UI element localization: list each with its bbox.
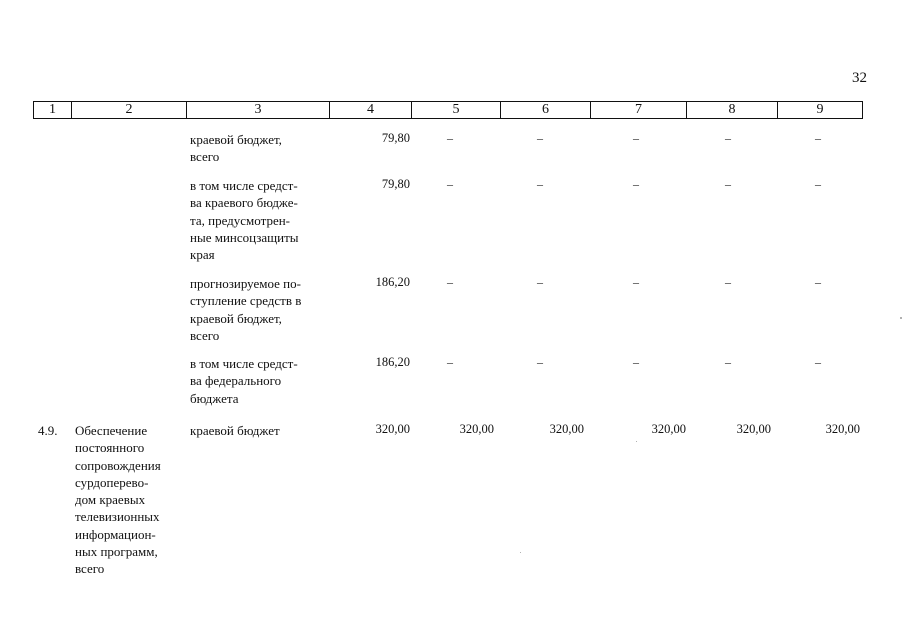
text-line: ва краевого бюдже- bbox=[190, 195, 298, 211]
row-3-col9: – bbox=[815, 355, 821, 369]
header-col-1: 1 bbox=[49, 102, 56, 117]
table-header-row bbox=[33, 101, 863, 119]
text-line: прогнозируемое по- bbox=[190, 276, 301, 291]
page-number: 32 bbox=[852, 70, 867, 86]
header-col-4: 4 bbox=[329, 102, 411, 118]
row-4-col9: 320,00 bbox=[825, 422, 860, 436]
text-line: телевизионных bbox=[75, 509, 160, 525]
row-0-col3 bbox=[190, 131, 323, 166]
row-1-col3 bbox=[190, 177, 323, 263]
row-3-col6: – bbox=[537, 355, 543, 369]
scan-speck bbox=[520, 552, 521, 553]
text-line: та, предусмотрен- bbox=[190, 212, 291, 228]
row-2-col3 bbox=[190, 275, 323, 344]
text-line: краевой бюджет, bbox=[190, 132, 282, 147]
row-0-col6: – bbox=[537, 131, 543, 145]
row-3-col4: 186,20 bbox=[375, 355, 410, 369]
row-0-col5: – bbox=[447, 131, 453, 145]
row-1-col5: – bbox=[447, 177, 453, 191]
row-3-col7: – bbox=[633, 355, 639, 369]
row-4-col6: 320,00 bbox=[549, 422, 584, 436]
row-4-col7: 320,00 bbox=[651, 422, 686, 436]
row-3-col8: – bbox=[725, 355, 731, 369]
text-line: информацион- bbox=[75, 526, 156, 542]
text-line: Обеспечение bbox=[75, 423, 148, 438]
text-line: всего bbox=[190, 327, 220, 343]
header-col-3: 3 bbox=[186, 102, 329, 118]
row-1-col9: – bbox=[815, 177, 821, 191]
row-0-col8: – bbox=[725, 131, 731, 145]
text-line: всего bbox=[190, 149, 220, 165]
row-2-col7: – bbox=[633, 275, 639, 289]
header-col-9: 9 bbox=[777, 102, 862, 118]
text-line: постоянного bbox=[75, 440, 145, 456]
row-1-col8: – bbox=[725, 177, 731, 191]
row-0-col4: 79,80 bbox=[381, 131, 410, 145]
row-0-col9: – bbox=[815, 131, 821, 145]
text-line: бюджета bbox=[190, 390, 239, 406]
row-2-col5: – bbox=[447, 275, 453, 289]
text-line: всего bbox=[75, 561, 105, 577]
text-line: дом краевых bbox=[75, 492, 146, 508]
text-line: края bbox=[190, 247, 215, 263]
text-line: ные минсоцзащиты bbox=[190, 229, 299, 245]
header-col-5: 5 bbox=[411, 102, 500, 118]
row-3-col3 bbox=[190, 355, 323, 407]
text-line: ступление средств в bbox=[190, 293, 302, 309]
row-1-col7: – bbox=[633, 177, 639, 191]
row-4-col2 bbox=[75, 422, 179, 578]
header-col-6: 6 bbox=[500, 102, 590, 118]
row-4-col8: 320,00 bbox=[736, 422, 771, 436]
row-4-col5: 320,00 bbox=[459, 422, 494, 436]
header-col-7: 7 bbox=[590, 102, 686, 118]
header-col-2: 2 bbox=[71, 102, 186, 118]
text-line: ва федерального bbox=[190, 373, 282, 389]
text-line: в том числе средст- bbox=[190, 356, 298, 371]
scan-speck bbox=[636, 441, 637, 442]
row-3-col5: – bbox=[447, 355, 453, 369]
row-4-col4: 320,00 bbox=[375, 422, 410, 436]
text-line: краевой бюджет bbox=[190, 423, 280, 438]
text-line: краевой бюджет, bbox=[190, 310, 282, 326]
scan-speck bbox=[900, 317, 902, 319]
text-line: в том числе средст- bbox=[190, 178, 298, 193]
text-line: ных программ, bbox=[75, 544, 158, 560]
row-2-col4: 186,20 bbox=[375, 275, 410, 289]
row-2-col8: – bbox=[725, 275, 731, 289]
row-2-col9: – bbox=[815, 275, 821, 289]
row-4-col3 bbox=[190, 422, 323, 439]
row-2-col6: – bbox=[537, 275, 543, 289]
row-1-col4: 79,80 bbox=[381, 177, 410, 191]
text-line: сопровождения bbox=[75, 457, 161, 473]
text-line: сурдоперево- bbox=[75, 474, 149, 490]
header-col-8: 8 bbox=[686, 102, 777, 118]
row-4-col1: 4.9. bbox=[38, 423, 58, 438]
row-0-col7: – bbox=[633, 131, 639, 145]
row-1-col6: – bbox=[537, 177, 543, 191]
